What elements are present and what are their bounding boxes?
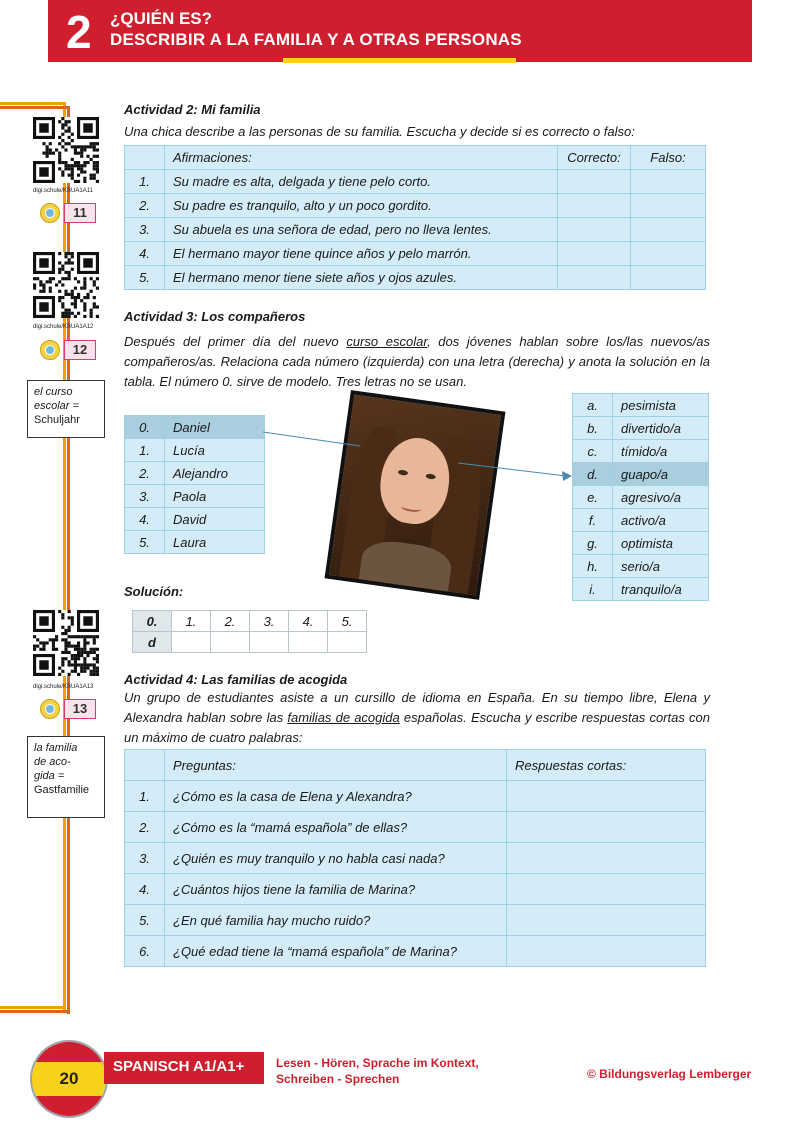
adjective-row[interactable]: h. serio/a (573, 555, 709, 578)
activity-instruction: Un grupo de estudiantes asiste a un cursillo de idioma en España. En su tiempo libre, Elena y Alexandra hablan sobre las familias de acogida españolas. Escucha y escribe respuestas cortas con un máximo de cuatro palabras: (124, 690, 710, 745)
girl-photo (325, 390, 506, 600)
activity-instruction: Una chica describe a las personas de su familia. Escucha y decide si es correcto o falso: (124, 124, 635, 139)
false-cell[interactable] (631, 170, 706, 194)
solution-cell[interactable] (328, 632, 367, 653)
vocab-link: familias de acogida (287, 710, 400, 725)
answer-cell[interactable] (507, 812, 706, 843)
statement: El hermano mayor tiene quince años y pelo marrón. (165, 242, 558, 266)
statement: Su abuela es una señora de edad, pero no lleva lentes. (165, 218, 558, 242)
table-row: 2. ¿Cómo es la “mamá española” de ellas? (125, 812, 706, 843)
adjective: pesimista (613, 394, 709, 417)
adjective: serio/a (613, 555, 709, 578)
adjective: divertido/a (613, 417, 709, 440)
track-number: 11 (64, 203, 96, 223)
margin-line (67, 106, 70, 1014)
answer-cell[interactable] (507, 874, 706, 905)
false-cell[interactable] (631, 266, 706, 290)
correct-cell[interactable] (558, 242, 631, 266)
vocab-term: gida = (34, 770, 65, 782)
column-header: Correcto: (558, 146, 631, 170)
copyright: © Bildungsverlag Lemberger (587, 1067, 752, 1081)
table-row: 6. ¿Qué edad tiene la “mamá española” de Marina? (125, 936, 706, 967)
adjective-row[interactable]: b. divertido/a (573, 417, 709, 440)
cd-icon (40, 699, 60, 719)
column-header: Falso: (631, 146, 706, 170)
table-row: 5. ¿En qué familia hay mucho ruido? (125, 905, 706, 936)
solution-cell: d (133, 632, 172, 653)
table-row: 5. El hermano menor tiene siete años y ojos azules. (125, 266, 706, 290)
adjective-row[interactable]: e. agresivo/a (573, 486, 709, 509)
solution-answer-row (133, 632, 367, 653)
track-number: 13 (64, 699, 96, 719)
answer-cell[interactable] (507, 843, 706, 874)
table-header-row (125, 750, 706, 781)
correct-cell[interactable] (558, 218, 631, 242)
chapter-title: ¿QUIÉN ES? (110, 9, 213, 28)
adjective-row[interactable]: i. tranquilo/a (573, 578, 709, 601)
question: ¿Cuántos hijos tiene la familia de Marina? (165, 874, 507, 905)
table-row: 2. Su padre es tranquilo, alto y un poco gordito. (125, 194, 706, 218)
table-row: 4. ¿Cuántos hijos tiene la familia de Marina? (125, 874, 706, 905)
book-title: SPANISCH A1/A1+ (113, 1058, 245, 1075)
adjective-row[interactable]: a. pesimista (573, 394, 709, 417)
vocab-link: curso escolar (346, 334, 427, 349)
solution-cell[interactable] (289, 632, 328, 653)
question: ¿En qué familia hay mucho ruido? (165, 905, 507, 936)
qr-code-icon[interactable] (33, 117, 99, 183)
activity-instruction: Después del primer día del nuevo curso escolar, dos jóvenes hablan sobre los/las nuevos/as compañeros/as. Relaciona cada número (izquierda) con una letra (derecha) y anota la solución en la tabla. El número 0. sirve de modelo. Tres letras no se usan. (124, 334, 711, 389)
table-row: 4. El hermano mayor tiene quince años y pelo marrón. (125, 242, 706, 266)
adjective-row[interactable]: d. guapo/a (573, 463, 709, 486)
name-row[interactable]: 0. Daniel (125, 416, 265, 439)
margin-line (0, 1006, 66, 1009)
qr-code-icon[interactable] (33, 610, 99, 676)
statement: Su madre es alta, delgada y tiene pelo corto. (165, 170, 558, 194)
column-header: Respuestas cortas: (507, 750, 706, 781)
solution-label: Solución: (124, 584, 184, 599)
table-row: 3. Su abuela es una señora de edad, pero no lleva lentes. (125, 218, 706, 242)
solution-cell[interactable] (250, 632, 289, 653)
vocab-box (27, 736, 105, 818)
qr-link-text: digi.schule/KSUA1A12 (33, 324, 94, 330)
student-name: Alejandro (165, 462, 265, 485)
column-header: Preguntas: (165, 750, 507, 781)
table-row: 1. Su madre es alta, delgada y tiene pelo corto. (125, 170, 706, 194)
vocab-term: de aco- (34, 756, 71, 768)
false-cell[interactable] (631, 218, 706, 242)
solution-cell[interactable] (172, 632, 211, 653)
answer-cell[interactable] (507, 781, 706, 812)
table-header-row (125, 146, 706, 170)
solution-table (132, 610, 367, 653)
solution-cell[interactable] (211, 632, 250, 653)
adjective: activo/a (613, 509, 709, 532)
statement: El hermano menor tiene siete años y ojos azules. (165, 266, 558, 290)
adjective: tranquilo/a (613, 578, 709, 601)
page-number: 20 (59, 1069, 79, 1088)
qr-code-icon[interactable] (33, 252, 99, 318)
question: ¿Cómo es la casa de Elena y Alexandra? (165, 781, 507, 812)
student-name: Daniel (165, 416, 265, 439)
name-row[interactable]: 3. Paola (125, 485, 265, 508)
student-name: Paola (165, 485, 265, 508)
name-row[interactable]: 5. Laura (125, 531, 265, 554)
adjective-row[interactable]: f. activo/a (573, 509, 709, 532)
table-row: 1. ¿Cómo es la casa de Elena y Alexandra? (125, 781, 706, 812)
activity-title: Actividad 4: Las familias de acogida (124, 672, 348, 687)
answer-cell[interactable] (507, 936, 706, 967)
adjective: agresivo/a (613, 486, 709, 509)
chapter-number: 2 (66, 6, 92, 58)
header-stripe (283, 58, 516, 63)
student-name: David (165, 508, 265, 531)
margin-line (0, 1010, 70, 1013)
adjective-row[interactable]: c. tímido/a (573, 440, 709, 463)
solution-header-row: 0. 1. 2. 3. 4. 5. (133, 611, 367, 632)
audio-track[interactable] (40, 203, 96, 223)
page-badge (30, 1040, 108, 1118)
names-table (124, 415, 265, 554)
margin-line (63, 102, 66, 1010)
margin-line (0, 106, 70, 109)
student-name: Lucía (165, 439, 265, 462)
adjective: tímido/a (613, 440, 709, 463)
true-false-table (124, 145, 706, 290)
track-number: 12 (64, 340, 96, 360)
false-cell[interactable] (631, 242, 706, 266)
audio-track[interactable] (40, 340, 96, 360)
question: ¿Qué edad tiene la “mamá española” de Marina? (165, 936, 507, 967)
qr-link-text: digi.schule/KSUA1A11 (33, 188, 93, 194)
table-row: 3. ¿Quién es muy tranquilo y no habla casi nada? (125, 843, 706, 874)
arrow-head (562, 471, 572, 481)
correct-cell[interactable] (558, 266, 631, 290)
activity-title: Actividad 2: Mi familia (124, 102, 261, 117)
name-row[interactable]: 1. Lucía (125, 439, 265, 462)
cd-icon (40, 340, 60, 360)
audio-track[interactable] (40, 699, 96, 719)
vocab-translation: Schuljahr (34, 414, 80, 426)
adjective: guapo/a (613, 463, 709, 486)
vocab-box (27, 380, 105, 438)
question: ¿Cómo es la “mamá española” de ellas? (165, 812, 507, 843)
qr-link-text: digi.schule/KSUA1A13 (33, 684, 94, 690)
adjective: optimista (613, 532, 709, 555)
correct-cell[interactable] (558, 194, 631, 218)
vocab-term: el curso escolar = (34, 386, 79, 412)
activity-title: Actividad 3: Los compañeros (124, 309, 306, 324)
chapter-subtitle: DESCRIBIR A LA FAMILIA Y A OTRAS PERSONAS (110, 30, 522, 49)
student-name: Laura (165, 531, 265, 554)
skills-label: Lesen - Hören, Sprache im Kontext, Schreiben - Sprechen (276, 1056, 479, 1086)
statement: Su padre es tranquilo, alto y un poco gordito. (165, 194, 558, 218)
name-row[interactable]: 2. Alejandro (125, 462, 265, 485)
question: ¿Quién es muy tranquilo y no habla casi nada? (165, 843, 507, 874)
correct-cell[interactable] (558, 170, 631, 194)
answer-cell[interactable] (507, 905, 706, 936)
column-header: Afirmaciones: (165, 146, 558, 170)
margin-line (0, 102, 66, 105)
false-cell[interactable] (631, 194, 706, 218)
cd-icon (40, 203, 60, 223)
vocab-term: la familia (34, 742, 78, 754)
name-row[interactable]: 4. David (125, 508, 265, 531)
adjectives-table (572, 393, 709, 601)
adjective-row[interactable]: g. optimista (573, 532, 709, 555)
vocab-translation: Gastfamilie (34, 784, 90, 796)
questions-table (124, 749, 706, 967)
